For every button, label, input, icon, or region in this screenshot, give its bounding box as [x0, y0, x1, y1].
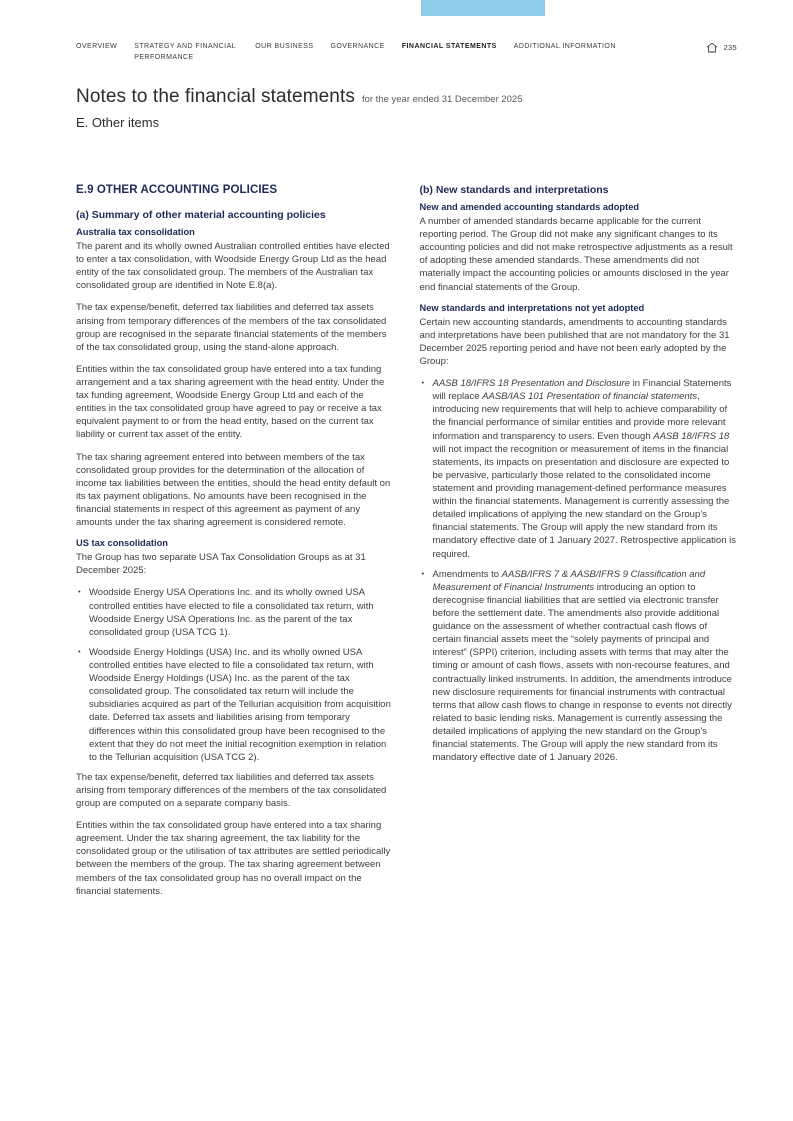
- bullet-text: • Woodside Energy Holdings (USA) Inc. and its wholly owned USA controlled entities have elected to file a consolidated tax return, with Woodside Energy Holdings (USA) Inc. as the parent of the tax consolidated group. The consolidated tax return will include the subsidiaries acquired as part of the Tellurian acquisition from acquisition date. Deferred tax assets and liabilities arising from temporary differences within this consolidated group have been recognised to the extent that they do not meet the initial recognition exemption in relation to the Tellurian acquisition (USA TCG 2).: [89, 646, 391, 763]
- paragraph: Entities within the tax consolidated group have entered into a tax sharing agreement. Under the tax sharing agreement, the tax liability for the consolidated group or the utilisation of tax attributes are settled periodically between the members of the group. The tax sharing agreement between members of the tax consolidated group has no overall impact on the financial statements.: [76, 820, 391, 897]
- active-section-tab-marker: [421, 0, 545, 16]
- two-column-content: [76, 184, 736, 907]
- nav-item-governance[interactable]: GOVERNANCE: [330, 43, 385, 50]
- paragraph: The Group has two separate USA Tax Consolidation Groups as at 31 December 2025:: [76, 552, 366, 577]
- top-navigation: [76, 42, 737, 64]
- page-title: Notes to the financial statements: [76, 86, 355, 107]
- heading-standards-not-yet-adopted: New standards and interpretations not yet adopted: [419, 302, 645, 313]
- list-item: [76, 646, 393, 764]
- bullet-text: • AASB 18/IFRS 18 Presentation and Disclosure in Financial Statements will replace AASB/IAS 101 Presentation of financial statements, introducing new requirements that will help to achieve comparability of the financial performance of similar entities and provide more relevant information and transparency to users. Even though AASB 18/IFRS 18 will not impact the recognition or measurement of items in the financial statements, its impacts on presentation and disclosure are expected to be pervasive, particularly those related to the consolidated income statement and providing management-defined performance measures within the financial statements. Management is currently assessing the detailed implications of applying the new standard on the Group’s financial statements. The Group will apply the new standard from its mandatory effective date of 1 January 2027. Retrospective application is required.: [432, 378, 736, 560]
- new-standards-bullet-list: [420, 377, 737, 764]
- bullet-text: • Amendments to AASB/IFRS 7 & AASB/IFRS 9 Classification and Measurement of Financial Instruments introducing an option to derecognise financial liabilities that are settled via electronic transfer before the settlement date. The amendments also provide additional guidance on the assessment of whether contractual cash flows of certain financial assets meet the “solely payments of principal and interest” (SPPI) criterion, including assets with terms that may alter the timing or amount of cash flows, assets with non-recourse features, and contractually linked instruments. In addition, the amendments introduce new disclosure requirements for financial instruments with contractual terms that allow cash flows to change in response to events not directly related to basic lending risks. Management is currently assessing the detailed implications of applying the new standard on the Group’s financial statements. The Group will apply the new standard from its mandatory effective date of 1 January 2026.: [432, 568, 732, 764]
- nav-page-indicator: [706, 42, 737, 53]
- paragraph: A number of amended standards became applicable for the current reporting period. The Group did not make any significant changes to its accounting policies and did not make retrospective adjustments as a result of adopting these amended standards. These amendments did not materially impact the accounting policies or amounts disclosed in the year end financial statements of the Group.: [419, 216, 733, 293]
- right-column: [420, 184, 737, 907]
- nav-item-strategy-and-financial-performance[interactable]: STRATEGY AND FINANCIAL PERFORMANCE: [134, 43, 236, 61]
- nav-item-our-business[interactable]: OUR BUSINESS: [255, 43, 314, 50]
- us-tcg-bullet-list: [76, 586, 393, 763]
- paragraph: The tax sharing agreement entered into between members of the tax consolidated group provides for the determination of the allocation of income tax liabilities between the entities, should the head entity default on its tax payment obligations. No amounts have been recognised in the financial statements in respect of this agreement as payment of any amounts under the tax sharing agreement is considered remote.: [76, 451, 391, 529]
- section-title: E. Other items: [76, 115, 160, 130]
- page-number: 235: [723, 43, 737, 52]
- nav-item-additional-information[interactable]: ADDITIONAL INFORMATION: [513, 43, 616, 50]
- list-item: [76, 586, 393, 638]
- heading-e9-other-accounting-policies: E.9 OTHER ACCOUNTING POLICIES: [76, 184, 278, 196]
- document-header: [76, 86, 523, 130]
- heading-standards-adopted: New and amended accounting standards adopted: [419, 202, 640, 212]
- paragraph: Certain new accounting standards, amendments to accounting standards and interpretations have been published that are not mandatory for the 31 December 2025 reporting period and have not been early adopted by the Group:: [419, 316, 730, 367]
- home-icon[interactable]: [706, 42, 718, 53]
- left-column: [76, 184, 393, 907]
- bullet-text: • Woodside Energy USA Operations Inc. and its wholly owned USA controlled entities have elected to file a consolidated tax return, with Woodside Energy USA Operations Inc. as the parent of the tax consolidated group (USA TCG 1).: [89, 587, 374, 638]
- list-item: [420, 568, 737, 765]
- page-subtitle: for the year ended 31 December 2025: [361, 94, 523, 105]
- list-item: [420, 377, 737, 561]
- paragraph: The tax expense/benefit, deferred tax liabilities and deferred tax assets arising from temporary differences of the members of the tax consolidated group are computed on a separate company basis.: [76, 771, 387, 810]
- heading-b-new-standards: (b) New standards and interpretations: [419, 184, 609, 196]
- nav-item-financial-statements[interactable]: FINANCIAL STATEMENTS: [401, 43, 497, 50]
- paragraph: The tax expense/benefit, deferred tax liabilities and deferred tax assets arising from temporary differences of the members of the tax consolidated group are recognised in the separate financial statements of the members of the tax consolidated group, using the stand-alone approach.: [76, 302, 387, 353]
- heading-us-tax-consolidation: US tax consolidation: [76, 538, 168, 549]
- nav-item-overview[interactable]: OVERVIEW: [76, 43, 118, 50]
- heading-a-summary: (a) Summary of other material accounting policies: [76, 209, 326, 221]
- paragraph: The parent and its wholly owned Australian controlled entities have elected to enter a tax consolidation, with Woodside Energy Group Ltd as the head entity of the tax consolidated group. The members of the Australian tax consolidated group are identified in Note E.8(a).: [76, 241, 390, 292]
- heading-australia-tax-consolidation: Australia tax consolidation: [76, 227, 195, 237]
- paragraph: Entities within the tax consolidated group have entered into a tax funding arrangement and a tax sharing agreement with the head entity. Under the tax funding agreement, Woodside Energy Group Ltd and each of the entities in the tax consolidated group have agreed to pay or receive a tax equivalent payment to or from the head entity, based on the current tax liability or current tax asset of the entity.: [76, 363, 385, 441]
